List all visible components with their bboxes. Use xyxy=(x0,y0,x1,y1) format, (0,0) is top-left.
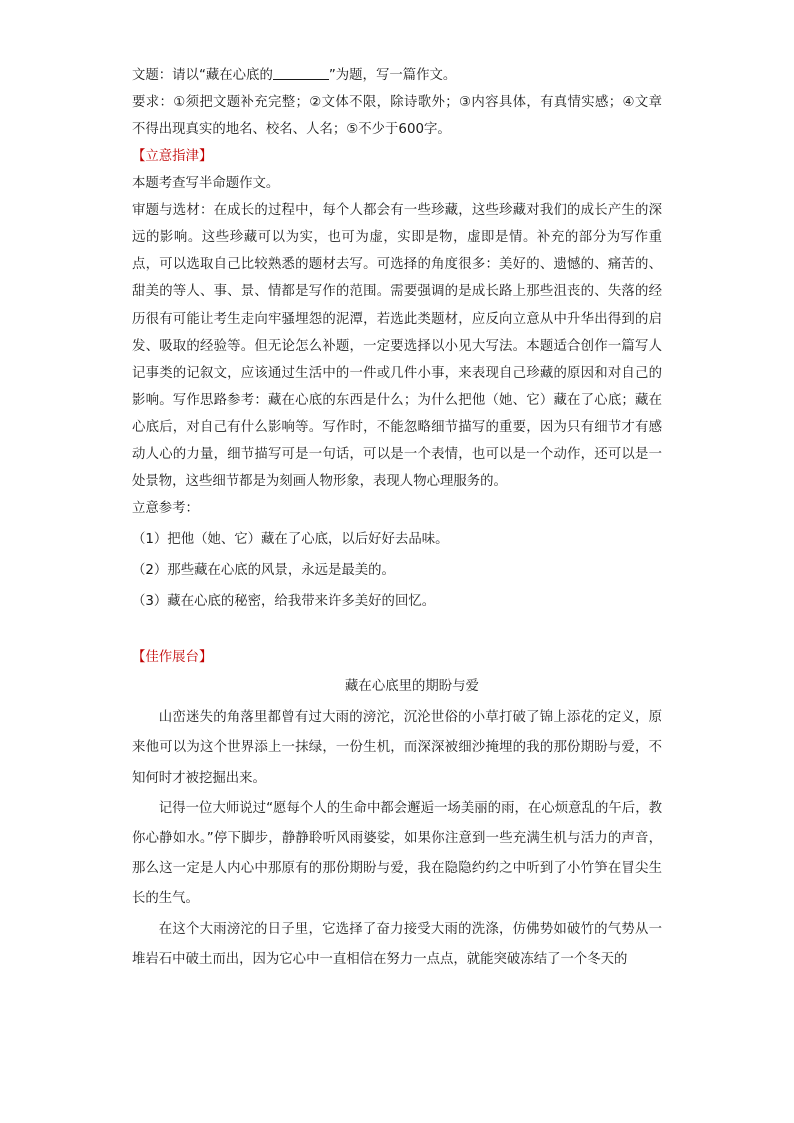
prompt-requirements: 要求：①须把文题补充完整；②文体不限，除诗歌外；③内容具体，有真情实感；④文章不得出现真实的地名、校名、人名；⑤不少于600字。 xyxy=(132,95,662,138)
essay-paragraph: 在这个大雨滂沱的日子里，它选择了奋力接受大雨的洗涤，仿佛势如破竹的气势从一堆岩石中破土而出，因为它心中一直相信在努力一点点，就能突破冻结了一个冬天的 xyxy=(132,921,662,967)
guidance-summary: 本题考查写半命题作文。 xyxy=(132,176,280,192)
prompt-topic xyxy=(132,62,662,89)
reference-item: （3）藏在心底的秘密，给我带来许多美好的回忆。 xyxy=(132,594,436,610)
topic-blank xyxy=(273,66,329,80)
showcase-title: 【佳作展台】 xyxy=(132,650,213,666)
topic-suffix: ”为题，写一篇作文。 xyxy=(328,68,457,83)
topic-prefix: 文题：请以“藏在心底的 xyxy=(132,68,273,83)
section-spacer xyxy=(132,615,662,634)
document-page xyxy=(132,62,662,975)
guidance-analysis: 审题与选材：在成长的过程中，每个人都会有一些珍藏，这些珍藏对我们的成长产生的深远的影响。这些珍藏可以为实，也可为虚，实即是物，虚即是情。补充的部分为写作重点，可以选取自己比较熟悉的题材去写。可选择的角度很多：美好的、遗憾的、痛苦的、甜美的等人、事、景、情都是写作的范围。需要强调的是成长路上那些沮丧的、失落的经历很有可能让考生走向牢骚埋怨的泥潭，若选此类题材，应反向立意从中升华出得到的启发、吸取的经验等。但无论怎么补题，一定要选择以小见大写法。本题适合创作一篇写人记事类的记叙文，应该通过生活中的一件或几件小事，来表现自己珍藏的原因和对自己的影响。写作思路参考：藏在心底的东西是什么；为什么把他（她、它）藏在了心底；藏在心底后，对自己有什么影响等。写作时，不能忽略细节描写的重要，因为只有细节才有感动人心的力量，细节描写可是一句话，可以是一个表情，也可以是一个动作，还可以是一处景物，这些细节都是为刻画人物形象，表现人物心理服务的。 xyxy=(132,203,662,490)
reference-label: 立意参考： xyxy=(132,501,199,517)
essay-paragraph: 山峦迷失的角落里都曾有过大雨的滂沱，沉沦世俗的小草打破了锦上添花的定义，原来他可以为这个世界添上一抹绿，一份生机，而深深被细沙掩埋的我的那份期盼与爱，不知何时才被挖掘出来。 xyxy=(132,710,662,786)
reference-item: （1）把他（她、它）藏在了心底，以后好好去品味。 xyxy=(132,532,449,548)
essay-paragraph: 记得一位大师说过“愿每个人的生命中都会邂逅一场美丽的雨，在心烦意乱的午后，教你心静如水。”停下脚步，静静聆听风雨婆娑，如果你注意到一些充满生机与活力的声音，那么这一定是人内心中那原有的那份期盼与爱，我在隐隐约约之中听到了小竹笋在冒尖生长的生气。 xyxy=(132,800,662,907)
essay-title: 藏在心底里的期盼与爱 xyxy=(345,679,479,695)
reference-item: （2）那些藏在心底的风景，永远是最美的。 xyxy=(132,563,395,579)
guidance-title: 【立意指津】 xyxy=(132,149,213,165)
